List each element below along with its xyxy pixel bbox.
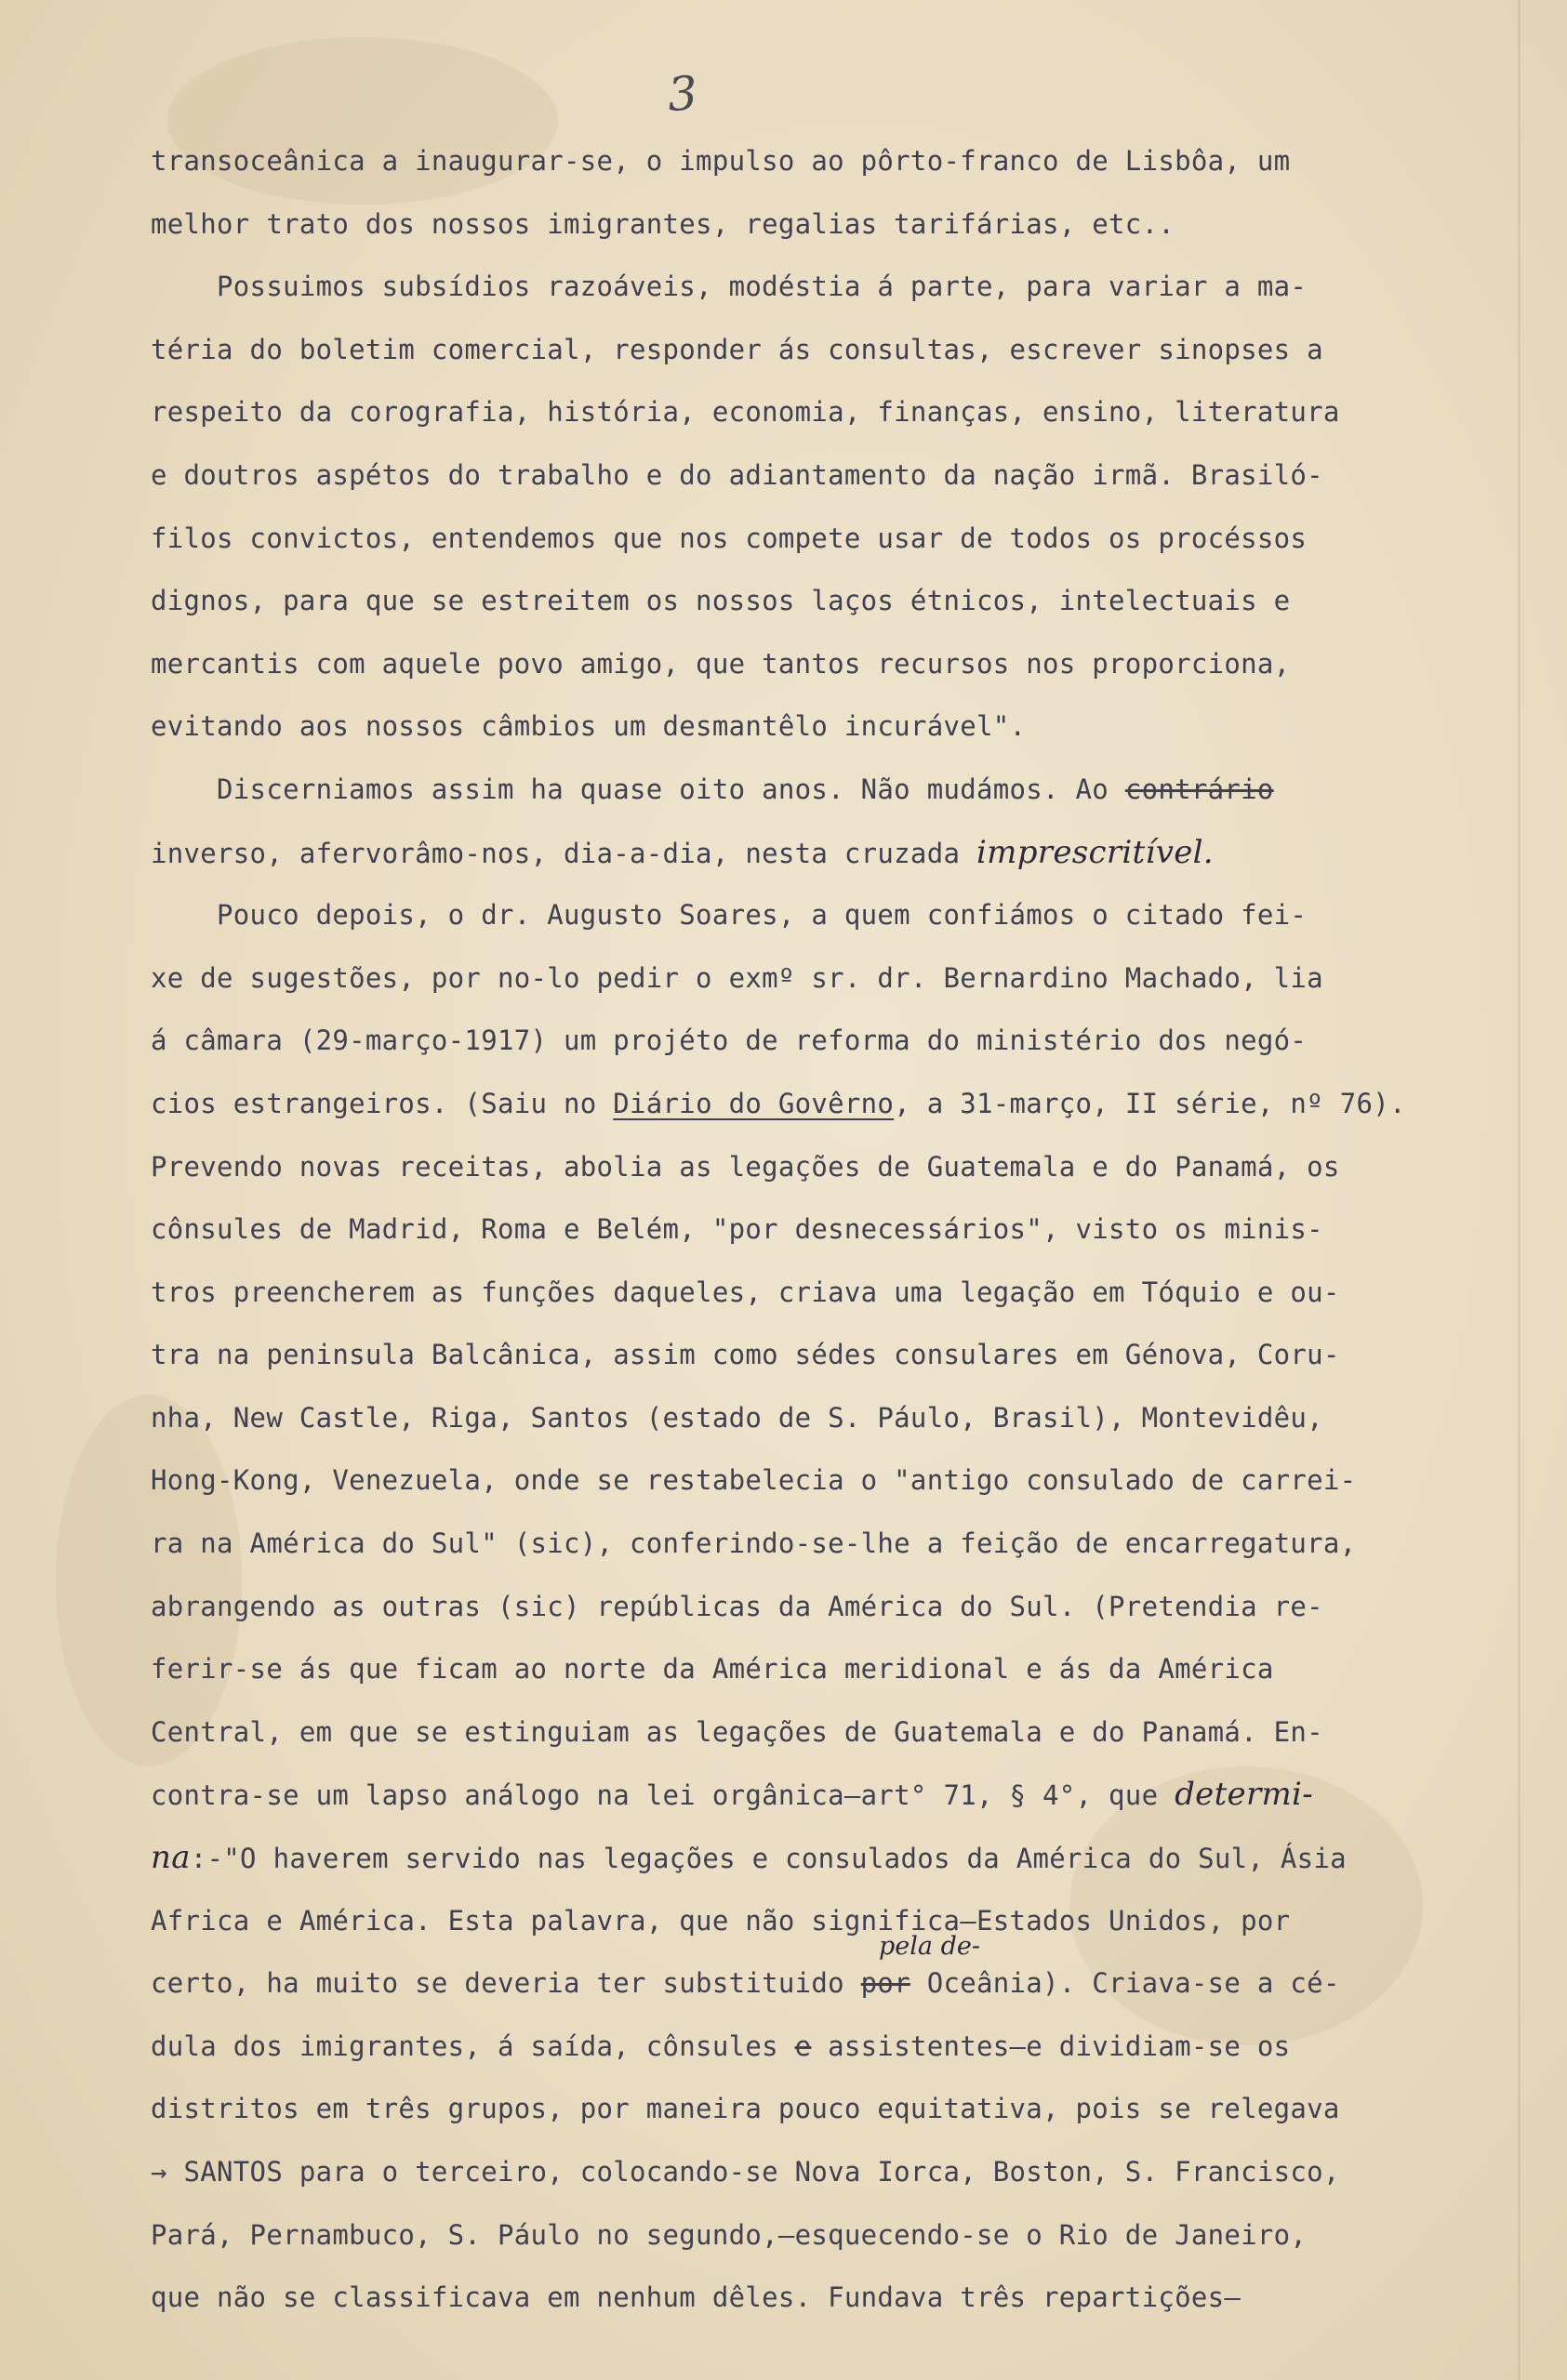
text-line: dula dos imigrantes, á saída, cônsules e assistentes—e dividiam-se os xyxy=(151,2030,1291,2062)
text-line: → SANTOS para o terceiro, colocando-se Nova Iorca, Boston, S. Francisco, xyxy=(151,2156,1340,2188)
text-line: inverso, afervorâmo-nos, dia-a-dia, nesta cruzada imprescritível. xyxy=(151,833,1214,871)
text-line: cônsules de Madrid, Roma e Belém, "por desnecessários", visto os minis- xyxy=(151,1213,1323,1246)
paper-fold-line xyxy=(1518,0,1521,2380)
text-line: Africa e América. Esta palavra, que não significa—Estados Unidos, por xyxy=(151,1904,1291,1937)
handwritten-correction: na xyxy=(151,1839,191,1877)
struck-text: por xyxy=(860,1967,910,2000)
text-line: melhor trato dos nossos imigrantes, regalias tarifárias, etc.. xyxy=(151,207,1175,240)
underlined-title: Diário do Govêrno xyxy=(613,1087,895,1119)
struck-text: e xyxy=(794,2030,812,2062)
struck-text: contrário xyxy=(1124,773,1274,805)
text-line: mercantis com aquele povo amigo, que tantos recursos nos proporciona, xyxy=(151,647,1291,680)
text-line: na:-"O haverem servido nas legações e consulados da América do Sul, Ásia xyxy=(151,1839,1347,1877)
text-line: Possuimos subsídios razoáveis, modéstia á parte, para variar a ma- xyxy=(151,271,1308,303)
text-line: tra na peninsula Balcânica, assim como sédes consulares em Génova, Coru- xyxy=(151,1339,1340,1371)
text-line: dignos, para que se estreitem os nossos laços étnicos, intelectuais e xyxy=(151,585,1291,617)
text-line: certo, ha muito se deveria ter substituido por Oceânia). Criava-se a cé- xyxy=(151,1967,1340,2000)
text-line: xe de sugestões, por no-lo pedir o exmº sr. dr. Bernardino Machado, lia xyxy=(151,961,1323,994)
text-line: e doutros aspétos do trabalho e do adiantamento da nação irmã. Brasiló- xyxy=(151,458,1323,491)
typewritten-body xyxy=(151,130,1508,2330)
text-line: cios estrangeiros. (Saiu no Diário do Govêrno, a 31-março, II série, nº 76). xyxy=(151,1087,1406,1119)
text-line: Pará, Pernambuco, S. Páulo no segundo,—esquecendo-se o Rio de Janeiro, xyxy=(151,2218,1308,2251)
handwritten-correction: determi- xyxy=(1175,1776,1314,1814)
text-line: tros preencherem as funções daqueles, criava uma legação em Tóquio e ou- xyxy=(151,1276,1340,1308)
text-line: Prevendo novas receitas, abolia as legações de Guatemala e do Panamá, os xyxy=(151,1150,1340,1183)
text-line: contra-se um lapso análogo na lei orgânica—art° 71, § 4°, que determi- xyxy=(151,1776,1314,1814)
text-line: que não se classificava em nenhum dêles. Fundava três repartições— xyxy=(151,2281,1242,2314)
text-line: transoceânica a inaugurar-se, o impulso ao pôrto-franco de Lisbôa, um xyxy=(151,145,1291,177)
text-line: Hong-Kong, Venezuela, onde se restabelecia o "antigo consulado de carrei- xyxy=(151,1464,1357,1497)
page-number: 3 xyxy=(666,65,699,123)
text-line: Discerniamos assim ha quase oito anos. Não mudámos. Ao contrário xyxy=(151,773,1274,805)
text-line: Central, em que se estinguiam as legações de Guatemala e do Panamá. En- xyxy=(151,1715,1323,1748)
text-line: filos convictos, entendemos que nos compete usar de todos os procéssos xyxy=(151,522,1308,554)
text-line: respeito da corografia, história, economia, finanças, ensino, literatura xyxy=(151,396,1340,429)
text-line: abrangendo as outras (sic) repúblicas da América do Sul. (Pretendia re- xyxy=(151,1590,1323,1622)
handwritten-correction: imprescritível. xyxy=(976,833,1214,871)
handwritten-insertion: pela de- xyxy=(879,1932,980,1961)
text-line: distritos em três grupos, por maneira pouco equitativa, pois se relegava xyxy=(151,2093,1340,2125)
text-line: evitando aos nossos câmbios um desmantêlo incurável". xyxy=(151,710,1027,743)
text-line: á câmara (29-março-1917) um projéto de reforma do ministério dos negó- xyxy=(151,1025,1308,1057)
text-line: téria do boletim comercial, responder ás consultas, escrever sinopses a xyxy=(151,333,1323,365)
text-line: Pouco depois, o dr. Augusto Soares, a quem confiámos o citado fei- xyxy=(151,899,1308,932)
text-line: ra na América do Sul" (sic), conferindo-se-lhe a feição de encarregatura, xyxy=(151,1527,1357,1560)
text-line: ferir-se ás que ficam ao norte da América meridional e ás da América xyxy=(151,1653,1274,1686)
text-line: nha, New Castle, Riga, Santos (estado de S. Páulo, Brasil), Montevidêu, xyxy=(151,1401,1323,1434)
